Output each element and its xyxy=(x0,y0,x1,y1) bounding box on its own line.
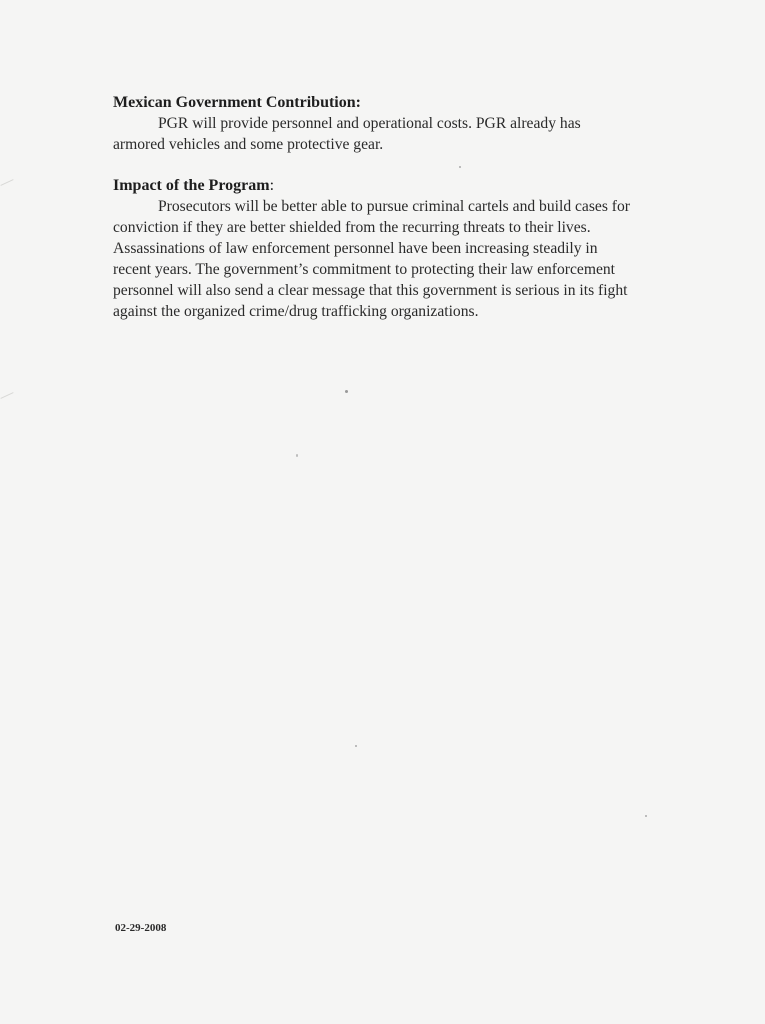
scan-speck xyxy=(296,454,298,457)
section-heading-text: Impact of the Program xyxy=(113,177,270,194)
section-impact-of-the-program xyxy=(113,175,703,322)
section-paragraph xyxy=(113,113,703,155)
paragraph-line: Prosecutors will be better able to pursue criminal cartels and build cases for xyxy=(158,198,630,215)
paragraph-line: against the organized crime/drug trafficking organizations. xyxy=(113,303,479,320)
footer-date: 02-29-2008 xyxy=(115,922,167,934)
paragraph-line: armored vehicles and some protective gear. xyxy=(113,136,384,153)
scan-speck xyxy=(345,390,348,393)
paragraph-line: conviction if they are better shielded from the recurring threats to their lives. xyxy=(113,219,591,236)
section-mexican-government-contribution xyxy=(113,92,703,155)
section-heading: Mexican Government Contribution: xyxy=(113,94,361,111)
paragraph-line: recent years. The government’s commitment to protecting their law enforcement xyxy=(113,261,615,278)
section-heading-colon: : xyxy=(269,177,275,194)
scan-speck xyxy=(459,166,461,168)
scan-speck xyxy=(355,745,357,747)
paragraph-line: PGR will provide personnel and operational costs. PGR already has xyxy=(158,115,581,132)
scan-edge-mark xyxy=(0,179,13,186)
section-heading xyxy=(113,175,703,196)
paragraph-line: personnel will also send a clear message that this government is serious in its fight xyxy=(113,282,628,299)
scan-edge-mark xyxy=(0,392,13,399)
section-paragraph xyxy=(113,196,703,322)
scan-speck xyxy=(645,815,647,817)
paragraph-line: Assassinations of law enforcement personnel have been increasing steadily in xyxy=(113,240,598,257)
